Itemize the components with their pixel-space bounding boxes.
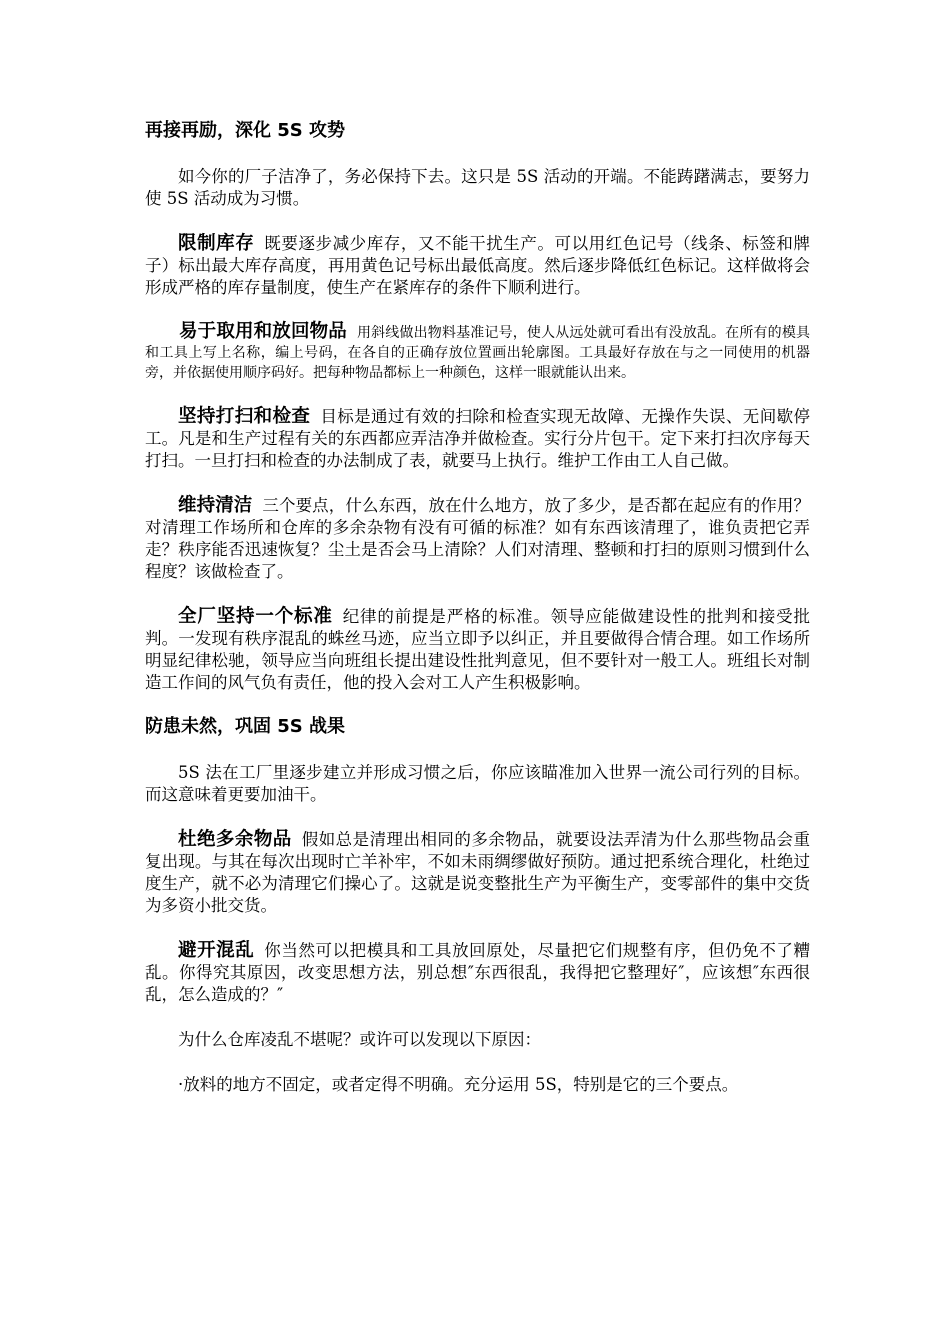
paragraph-heading: 避开混乱 [178,940,255,961]
paragraph-text: 你当然可以把模具和工具放回原处，尽量把它们规整有序，但仍免不了糟乱。你得究其原因，改变思想方法，别总想″东西很乱，我得把它整理好″，应该想″东西很乱，怎么造成的？″ [145,941,810,1004]
paragraph-text: 用斜线做出物料基准记号，使人从远处就可看出有没放乱。在所有的模具和工具上写上名称，编上号码，在各自的正确存放位置画出轮廓图。工具最好存放在与之一同使用的机器旁，并依据使用顺序码好。把每种物品都标上一种颜色，这样一眼就能认出来。 [145,325,810,381]
paragraph-text: 既要逐步减少库存，又不能干扰生产。可以用红色记号（线条、标签和牌子）标出最大库存高度，再用黄色记号标出最低高度。然后逐步降低红色标记。这样做将会形成严格的库存量制度，使生产在紧库存的条件下顺利进行。 [145,234,810,297]
paragraph-limit-inventory [145,233,810,299]
question-paragraph: 为什么仓库凌乱不堪呢？或许可以发现以下原因： [178,1030,541,1049]
paragraph-heading: 坚持打扫和检查 [178,406,311,427]
paragraph-maintain-clean [145,495,810,583]
paragraph-avoid-chaos [145,940,810,1006]
bullet-item: ·放料的地方不固定，或者定得不明确。充分运用 5S，特别是它的三个要点。 [178,1075,739,1094]
paragraph-heading: 全厂坚持一个标准 [178,606,333,627]
section-title: 再接再励，深化 5S 攻势 [145,120,346,141]
paragraph-one-standard [145,606,810,694]
paragraph-heading: 限制库存 [178,233,255,254]
paragraph-heading: 易于取用和放回物品 [179,321,347,342]
paragraph-text: 三个要点，什么东西，放在什么地方，放了多少，是否都在起应有的作用？对清理工作场所和仓库的多余杂物有没有可循的标准？如有东西该清理了，谁负责把它弄走？秩序能否迅速恢复？尘土是否会马上清除？人们对清理、整顿和打扫的原则习惯到什么程度？该做检查了。 [145,496,810,581]
paragraph-eliminate-excess [145,829,810,917]
paragraph-heading: 维持清洁 [178,495,253,516]
paragraph-text: 假如总是清理出相同的多余物品，就要设法弄清为什么那些物品会重复出现。与其在每次出现时亡羊补牢，不如未雨绸缪做好预防。通过把系统合理化，杜绝过度生产，就不必为清理它们操心了。这就是说变整批生产为平衡生产，变零部件的集中交货为多资小批交货。 [145,830,810,915]
paragraph-sweep-inspect [145,406,810,472]
section-intro: 5S 法在工厂里逐步建立并形成习惯之后，你应该瞄准加入世界一流公司行列的目标。而这意味着更要加油干。 [145,763,810,804]
paragraph-heading: 杜绝多余物品 [178,829,292,850]
section-intro: 如今你的厂子洁净了，务必保持下去。这只是 5S 活动的开端。不能踌躇满志，要努力使 5S 活动成为习惯。 [145,167,810,208]
paragraph-text: 目标是通过有效的扫除和检查实现无故障、无操作失误、无间歇停工。凡是和生产过程有关的东西都应弄洁净并做检查。实行分片包干。定下来打扫次序每天打扫。一旦打扫和检查的办法制成了表，就要马上执行。维护工作由工人自己做。 [145,407,810,470]
paragraph-easy-access [145,322,810,383]
section-title: 防患未然，巩固 5S 战果 [145,716,346,737]
document-page [145,118,810,1096]
paragraph-text: 纪律的前提是严格的标准。领导应能做建设性的批判和接受批判。一发现有秩序混乱的蛛丝马迹，应当立即予以纠正，并且要做得合情合理。如工作场所明显纪律松驰，领导应当向班组长提出建设性批判意见，但不要针对一般工人。班组长对制造工作间的风气负有责任，他的投入会对工人产生积极影响。 [145,607,810,692]
